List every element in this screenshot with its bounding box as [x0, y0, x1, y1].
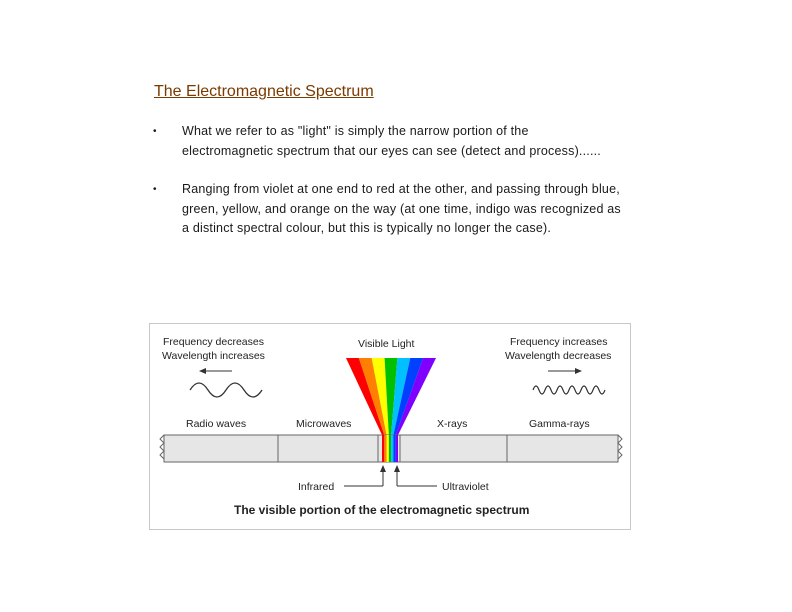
- infrared-arrow-icon: [344, 465, 386, 486]
- visible-strip-band: [396, 435, 398, 462]
- spectrum-diagram: [149, 323, 631, 530]
- band-label-gamma: Gamma-rays: [529, 418, 590, 430]
- visible-light-fan: [346, 358, 436, 435]
- visible-band-strip: [382, 435, 398, 462]
- bullet-item: [153, 180, 623, 239]
- visible-strip-band: [382, 435, 384, 462]
- infrared-label: Infrared: [298, 481, 335, 493]
- ultraviolet-label: Ultraviolet: [442, 481, 489, 493]
- ultraviolet-arrow-icon: [394, 465, 437, 486]
- short-wave-icon: [533, 386, 605, 394]
- bullet-text: Ranging from violet at one end to red at the other, and passing through blue, green, yellow, and orange on the way (at one time, indigo was recognized as a distinct spectral colour, but this is typically no longer the case).: [182, 182, 621, 235]
- band-label-microwaves: Microwaves: [296, 418, 352, 430]
- long-wave-icon: [190, 383, 262, 397]
- diagram-caption: The visible portion of the electromagnetic spectrum: [234, 503, 530, 517]
- visible-strip-band: [389, 435, 391, 462]
- visible-strip-band: [393, 435, 395, 462]
- band-label-xrays: X-rays: [437, 418, 468, 430]
- visible-light-label: Visible Light: [358, 338, 415, 350]
- band-label-radio: Radio waves: [186, 418, 247, 430]
- bullet-symbol: •: [153, 184, 157, 195]
- spectrum-bar: [160, 435, 622, 462]
- left-note-frequency: Frequency decreases: [163, 336, 264, 348]
- left-note-wavelength: Wavelength increases: [162, 350, 265, 362]
- visible-strip-band: [384, 435, 386, 462]
- visible-strip-band: [391, 435, 393, 462]
- bullet-list: [153, 122, 623, 258]
- right-note-frequency: Frequency increases: [510, 336, 608, 348]
- spectrum-diagram-svg: [150, 324, 630, 529]
- left-arrow-icon: [199, 368, 232, 374]
- right-arrow-icon: [548, 368, 582, 374]
- visible-strip-band: [387, 435, 389, 462]
- bullet-text: What we refer to as "light" is simply the narrow portion of the electromagnetic spectrum that our eyes can see (detect and process)......: [182, 124, 601, 158]
- right-note-wavelength: Wavelength decreases: [505, 350, 612, 362]
- slide-title: The Electromagnetic Spectrum: [154, 83, 374, 100]
- bullet-symbol: •: [153, 126, 157, 137]
- bullet-item: [153, 122, 623, 161]
